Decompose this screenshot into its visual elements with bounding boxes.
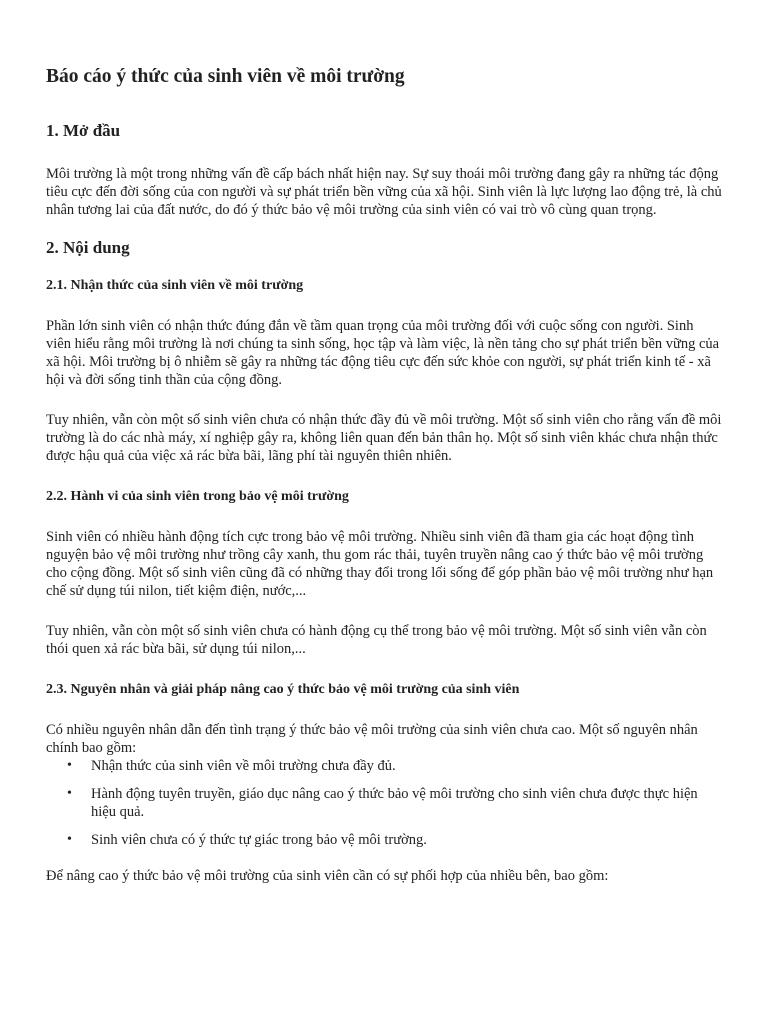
cause-list — [46, 757, 722, 849]
subsection-heading-2-2: 2.2. Hành vi của sinh viên trong bảo vệ môi trường — [46, 489, 349, 504]
paragraph-2-3: Có nhiều nguyên nhân dẫn đến tình trạng ý thức bảo vệ môi trường của sinh viên chưa cao. Một số nguyên nhân chính bao gồm: — [46, 722, 698, 756]
paragraph-2-1-b: Tuy nhiên, vẫn còn một số sinh viên chưa có nhận thức đầy đủ về môi trường. Một số sinh viên cho rằng vấn đề môi trường là do các nhà máy, xí nghiệp gây ra, không liên quan đến bản thân họ. Một số sinh viên khác chưa nhận thức được hậu quả của việc xả rác bừa bãi, lãng phí tài nguyên thiên nhiên. — [46, 412, 722, 464]
paragraph-2-1-a: Phần lớn sinh viên có nhận thức đúng đắn về tầm quan trọng của môi trường đối với cuộc sống con người. Sinh viên hiểu rằng môi trường là nơi chúng ta sinh sống, học tập và làm việc, là nền tảng cho sự phát triển bền vững của xã hội. Môi trường bị ô nhiễm sẽ gây ra những tác động tiêu cực đến sức khỏe con người, sự phát triển kinh tế - xã hội và đời sống tinh thần của cộng đồng. — [46, 318, 720, 388]
paragraph-intro: Môi trường là một trong những vấn đề cấp bách nhất hiện nay. Sự suy thoái môi trường đang gây ra những tác động tiêu cực đến đời sống của con người và sự phát triển bền vững của xã hội. Sinh viên là lực lượng lao động trẻ, là chủ nhân tương lai của đất nước, do đó ý thức bảo vệ môi trường của sinh viên có vai trò vô cùng quan trọng. — [46, 166, 722, 218]
subsection-heading-2-1: 2.1. Nhận thức của sinh viên về môi trường — [46, 278, 304, 293]
list-item: • Sinh viên chưa có ý thức tự giác trong bảo vệ môi trường. — [91, 831, 722, 849]
list-item: • Hành động tuyên truyền, giáo dục nâng cao ý thức bảo vệ môi trường cho sinh viên chưa được thực hiện hiệu quả. — [91, 785, 722, 821]
section-heading-intro: 1. Mở đầu — [46, 121, 121, 140]
paragraph-2-2-b: Tuy nhiên, vẫn còn một số sinh viên chưa có hành động cụ thể trong bảo vệ môi trường. Một số sinh viên vẫn còn thói quen xả rác bừa bãi, sử dụng túi nilon,... — [46, 623, 707, 657]
document-title: Báo cáo ý thức của sinh viên về môi trường — [46, 66, 405, 87]
list-item: • Nhận thức của sinh viên về môi trường chưa đầy đủ. — [91, 757, 722, 775]
paragraph-2-2-a: Sinh viên có nhiều hành động tích cực trong bảo vệ môi trường. Nhiều sinh viên đã tham gia các hoạt động tình nguyện bảo vệ môi trường như trồng cây xanh, thu gom rác thải, tuyên truyền nâng cao ý thức bảo vệ môi trường cho cộng đồng. Một số sinh viên cũng đã có những thay đổi trong lối sống để góp phần bảo vệ môi trường như hạn chế sử dụng túi nilon, tiết kiệm điện, nước,... — [46, 529, 714, 599]
paragraph-2-3-closing: Để nâng cao ý thức bảo vệ môi trường của sinh viên cần có sự phối hợp của nhiều bên, bao gồm: — [46, 868, 609, 884]
section-heading-content: 2. Nội dung — [46, 238, 130, 257]
subsection-heading-2-3: 2.3. Nguyên nhân và giải pháp nâng cao ý thức bảo vệ môi trường của sinh viên — [46, 682, 520, 697]
